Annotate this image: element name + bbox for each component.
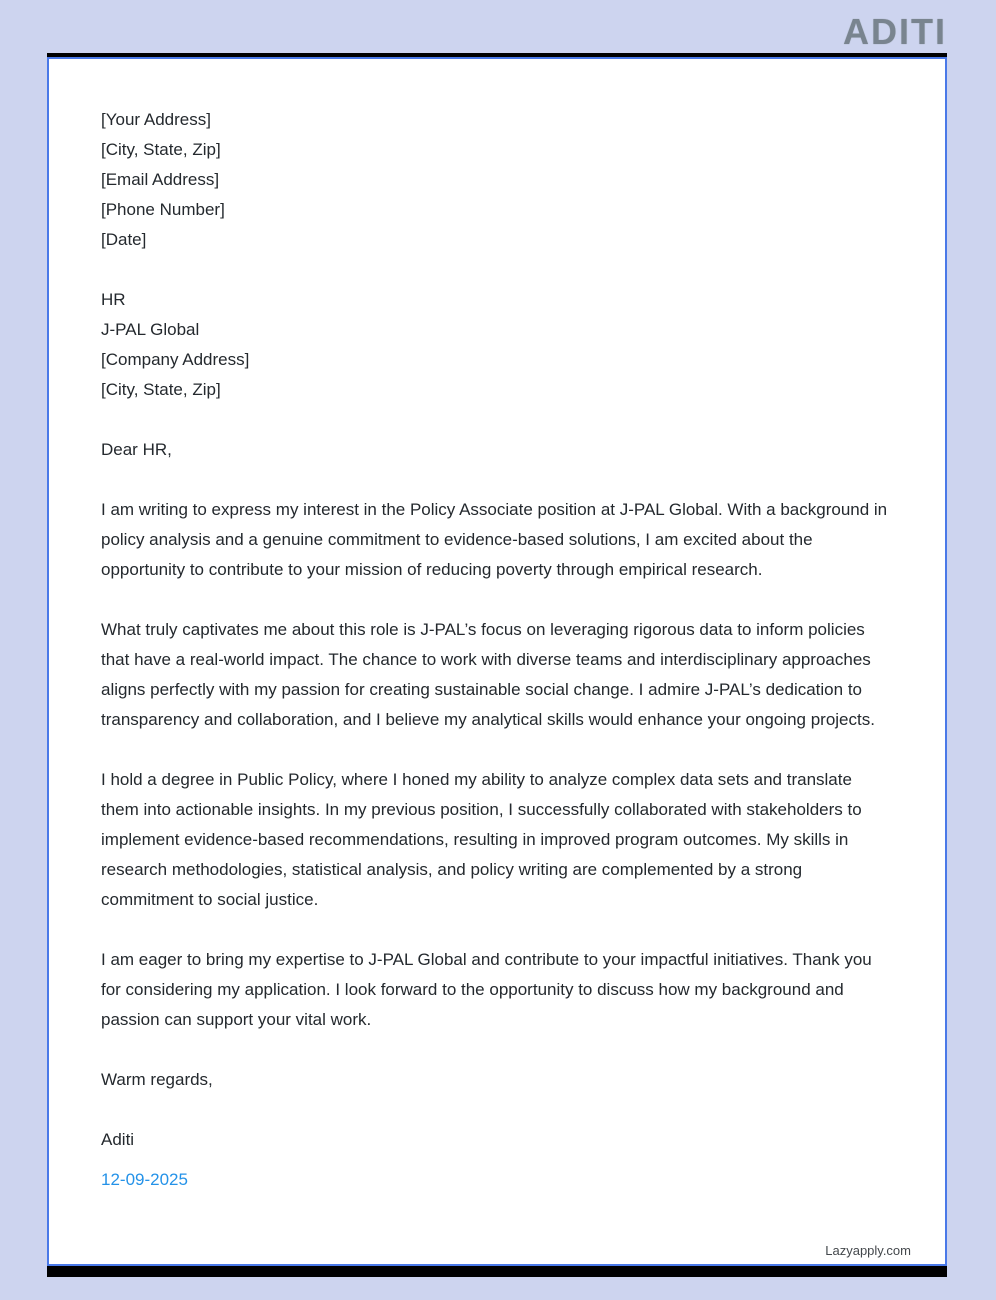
recipient-city-line: [City, State, Zip] — [101, 380, 221, 399]
salutation: Dear HR, — [101, 440, 172, 459]
paragraph-call-to-action: I am eager to bring my expertise to J-PAL Global and contribute to your impactful initiatives. Thank you for considering my application. I look forward to the opportunity to discuss how my background and passion can support your vital work. — [101, 950, 872, 1029]
letter-page — [47, 57, 947, 1266]
paragraph-introduction: I am writing to express my interest in the Policy Associate position at J-PAL Global. With a background in policy analysis and a genuine commitment to evidence-based solutions, I am excited about the opportunity to contribute to your mission of reducing poverty through empirical research. — [101, 500, 888, 579]
sender-phone-line: [Phone Number] — [101, 200, 225, 219]
lazyapply-branding-link[interactable]: Lazyapply.com — [825, 1243, 911, 1258]
letterhead — [47, 0, 947, 53]
candidate-name-heading: ADITI — [843, 11, 947, 52]
sender-address-block — [101, 105, 893, 255]
paragraph-qualifications: I hold a degree in Public Policy, where I honed my ability to analyze complex data sets and translate them into actionable insights. In my previous position, I successfully collaborated with stakeholders to implement evidence-based recommendations, resulting in improved program outcomes. My skills in research methodologies, statistical analysis, and policy writing are complemented by a strong commitment to social justice. — [101, 770, 862, 909]
recipient-address-block — [101, 285, 893, 405]
signature-name: Aditi — [101, 1130, 135, 1149]
recipient-address-line: [Company Address] — [101, 350, 250, 369]
closing-salutation: Warm regards, — [101, 1070, 213, 1089]
recipient-contact-line: HR — [101, 290, 126, 309]
recipient-company-line: J-PAL Global — [101, 320, 200, 339]
sender-date-line: [Date] — [101, 230, 147, 249]
paragraph-motivation: What truly captivates me about this role is J-PAL’s focus on leveraging rigorous data to inform policies that have a real-world impact. The chance to work with diverse teams and interdisciplinary approaches aligns perfectly with my passion for creating sustainable social change. I admire J-PAL’s dedication to transparency and collaboration, and I believe my analytical skills would enhance your ongoing projects. — [101, 620, 875, 729]
sender-city-line: [City, State, Zip] — [101, 140, 221, 159]
footer-bar — [47, 1266, 947, 1277]
signature-date-link[interactable]: 12-09-2025 — [101, 1170, 188, 1189]
sender-address-line: [Your Address] — [101, 110, 211, 129]
sender-email-line: [Email Address] — [101, 170, 220, 189]
